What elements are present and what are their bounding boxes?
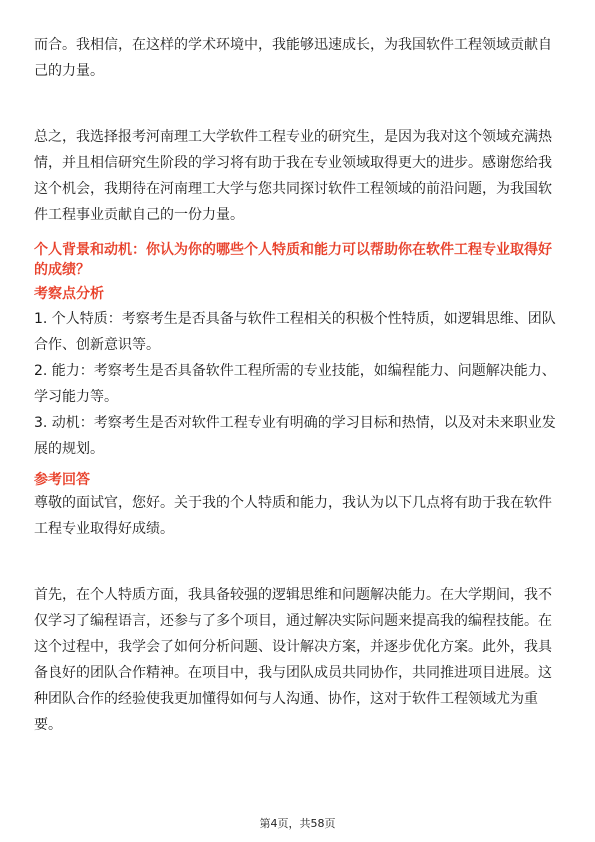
page-number-footer: 第4页，共58页: [259, 817, 336, 830]
analysis-point-1: 1. 个人特质：考察考生是否具备与软件工程相关的积极个性特质，如逻辑思维、团队合作、创新意识等。: [34, 311, 556, 353]
intro-continuation-paragraph: 而合。我相信，在这样的学术环境中，我能够迅速成长，为我国软件工程领域贡献自己的力量。: [34, 37, 552, 79]
answer-section-title: 参考回答: [34, 472, 90, 488]
answer-greeting-paragraph: 尊敬的面试官，您好。关于我的个人特质和能力，我认为以下几点将有助于我在软件工程专业取得好成绩。: [34, 495, 552, 537]
answer-first-paragraph: 首先，在个人特质方面，我具备较强的逻辑思维和问题解决能力。在大学期间，我不仅学习了编程语言，还参与了多个项目，通过解决实际问题来提高我的编程技能。在这个过程中，我学会了如何分析问题、设计解决方案，并逐步优化方案。此外，我具备良好的团队合作精神。在项目中，我与团队成员共同协作，共同推进项目进展。这种团队合作的经验使我更加懂得如何与人沟通、协作，这对于软件工程领域尤为重要。: [34, 587, 552, 733]
document-page: [34, 32, 562, 738]
interview-question-heading: 个人背景和动机：你认为你的哪些个人特质和能力可以帮助你在软件工程专业取得好的成绩？: [34, 242, 552, 278]
analysis-section-title: 考察点分析: [34, 286, 104, 302]
conclusion-paragraph: 总之，我选择报考河南理工大学软件工程专业的研究生，是因为我对这个领域充满热情，并且相信研究生阶段的学习将有助于我在专业领域取得更大的进步。感谢您给我这个机会，我期待在河南理工大学与您共同探讨软件工程领域的前沿问题，为我国软件工程事业贡献自己的一份力量。: [34, 129, 552, 223]
analysis-point-3: 3. 动机：考察考生是否对软件工程专业有明确的学习目标和热情，以及对未来职业发展的规划。: [34, 415, 556, 457]
analysis-point-2: 2. 能力：考察考生是否具备软件工程所需的专业技能，如编程能力、问题解决能力、学习能力等。: [34, 363, 556, 405]
